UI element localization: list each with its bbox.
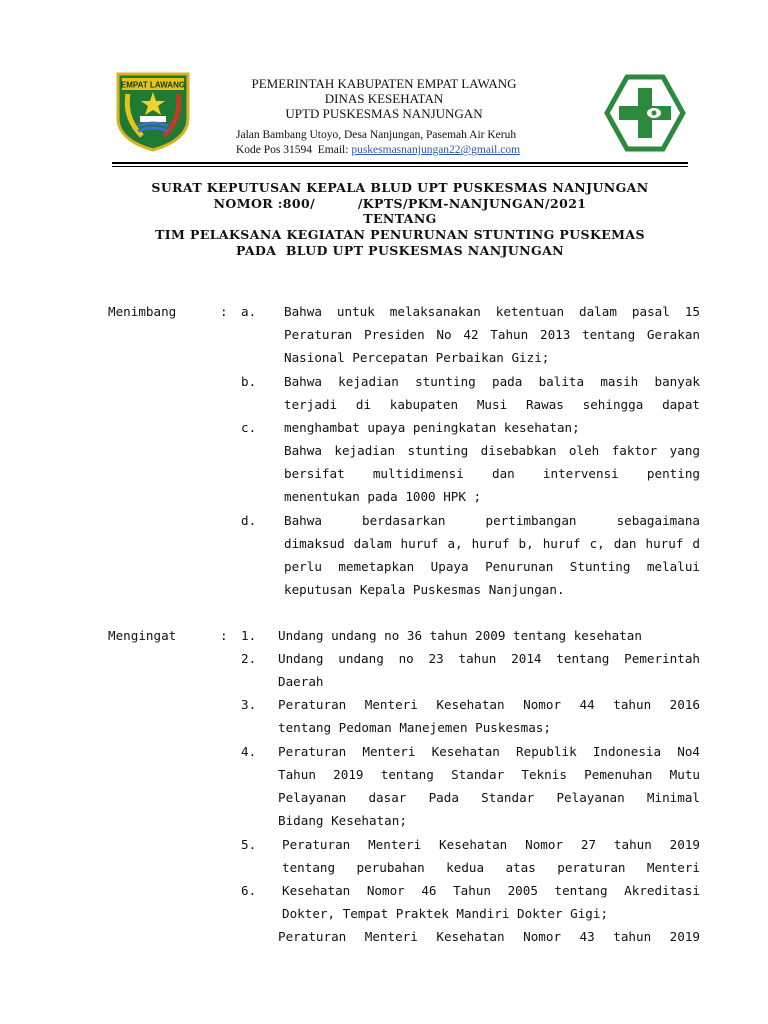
mengingat-line: Peraturan Menteri Kesehatan Nomor 43 tahun 2019 <box>278 929 700 944</box>
mengingat-line: Bidang Kesehatan; <box>278 813 407 828</box>
contact-line <box>236 144 520 156</box>
emblem-banner-text: EMPAT LAWANG <box>120 80 186 90</box>
mengingat-line: Kesehatan Nomor 46 Tahun 2005 tentang Akreditasi <box>282 883 700 898</box>
mengingat-line: Tahun 2019 tentang Standar Teknis Pemenuhan Mutu <box>278 767 700 782</box>
menimbang-line: Nasional Percepatan Perbaikan Gizi; <box>284 350 550 365</box>
letterhead-divider-thin <box>112 166 688 167</box>
menimbang-line: Bahwa berdasarkan pertimbangan sebagaimana <box>284 513 700 528</box>
mengingat-line: tentang Pedoman Manejemen Puskesmas; <box>278 720 551 735</box>
mengingat-colon: : <box>220 628 228 643</box>
email-link[interactable]: puskesmasnanjungan22@gmail.com <box>351 144 521 156</box>
menimbang-line: bersifat multidimensi dan intervensi penting <box>284 466 700 481</box>
mengingat-line: Peraturan Menteri Kesehatan Nomor 27 tahun 2019 <box>282 837 700 852</box>
mengingat-line: Undang undang no 36 tahun 2009 tentang kesehatan <box>278 628 642 643</box>
menimbang-marker-b: b. <box>241 374 257 389</box>
menimbang-line: keputusan Kepala Puskesmas Nanjungan. <box>284 582 565 597</box>
agency-name: DINAS KESEHATAN <box>324 91 444 106</box>
puskesmas-logo <box>604 74 686 152</box>
decree-subject: TIM PELAKSANA KEGIATAN PENURUNAN STUNTING PUSKEMAS <box>155 227 645 242</box>
mengingat-line: Pelayanan dasar Pada Standar Pelayanan Minimal <box>278 790 700 805</box>
mengingat-line: Daerah <box>278 674 324 689</box>
mengingat-marker-3: 3. <box>241 697 257 712</box>
menimbang-line: Peraturan Presiden No 42 Tahun 2013 tentang Gerakan <box>284 327 700 342</box>
menimbang-label: Menimbang <box>108 304 177 319</box>
menimbang-marker-a: a. <box>241 304 257 319</box>
office-address: Jalan Bambang Utoyo, Desa Nanjungan, Pasemah Air Keruh <box>236 129 517 141</box>
mengingat-label: Mengingat <box>108 628 177 643</box>
decree-subject-cont: PADA BLUD UPT PUSKESMAS NANJUNGAN <box>236 243 564 258</box>
menimbang-line: menentukan pada 1000 HPK ; <box>284 489 482 504</box>
menimbang-line: Bahwa kejadian stunting disebabkan oleh faktor yang <box>284 443 700 458</box>
mengingat-marker-5: 5. <box>241 837 257 852</box>
menimbang-line: dimaksud dalam huruf a, huruf b, huruf c, dan huruf d <box>284 536 700 551</box>
menimbang-line: menghambat upaya peningkatan kesehatan; <box>284 420 580 435</box>
mengingat-line: tentang perubahan kedua atas peraturan Menteri <box>282 860 700 875</box>
mengingat-line: Undang undang no 23 tahun 2014 tentang Pemerintah <box>278 651 700 666</box>
office-name: UPTD PUSKESMAS NANJUNGAN <box>285 106 483 121</box>
menimbang-line: Bahwa kejadian stunting pada balita masih banyak <box>284 374 700 389</box>
government-name: PEMERINTAH KABUPATEN EMPAT LAWANG <box>251 76 517 91</box>
mengingat-line: Dokter, Tempat Praktek Mandiri Dokter Gigi; <box>282 906 609 921</box>
menimbang-line: terjadi di kabupaten Musi Rawas sehingga dapat <box>284 397 700 412</box>
mengingat-line: Peraturan Menteri Kesehatan Nomor 44 tahun 2016 <box>278 697 700 712</box>
mengingat-marker-2: 2. <box>241 651 257 666</box>
decree-title: SURAT KEPUTUSAN KEPALA BLUD UPT PUSKESMAS NANJUNGAN <box>151 180 649 195</box>
menimbang-line: perlu memetapkan Upaya Penurunan Stunting melalui <box>284 559 700 574</box>
menimbang-marker-d: d. <box>241 513 257 528</box>
letterhead-divider-thick <box>112 162 688 164</box>
mengingat-marker-1: 1. <box>241 628 257 643</box>
mengingat-line: Peraturan Menteri Kesehatan Republik Indonesia No4 <box>278 744 700 759</box>
mengingat-marker-6: 6. <box>241 883 257 898</box>
decree-about-label: TENTANG <box>363 211 437 226</box>
decree-number: NOMOR :800/ /KPTS/PKM-NANJUNGAN/2021 <box>213 196 587 211</box>
menimbang-line: Bahwa untuk melaksanakan ketentuan dalam pasal 15 <box>284 304 700 319</box>
menimbang-marker-c: c. <box>241 420 257 435</box>
postal-code-label: Kode Pos 31594 Email: <box>236 144 352 156</box>
menimbang-colon: : <box>220 304 228 319</box>
mengingat-marker-4: 4. <box>241 744 257 759</box>
